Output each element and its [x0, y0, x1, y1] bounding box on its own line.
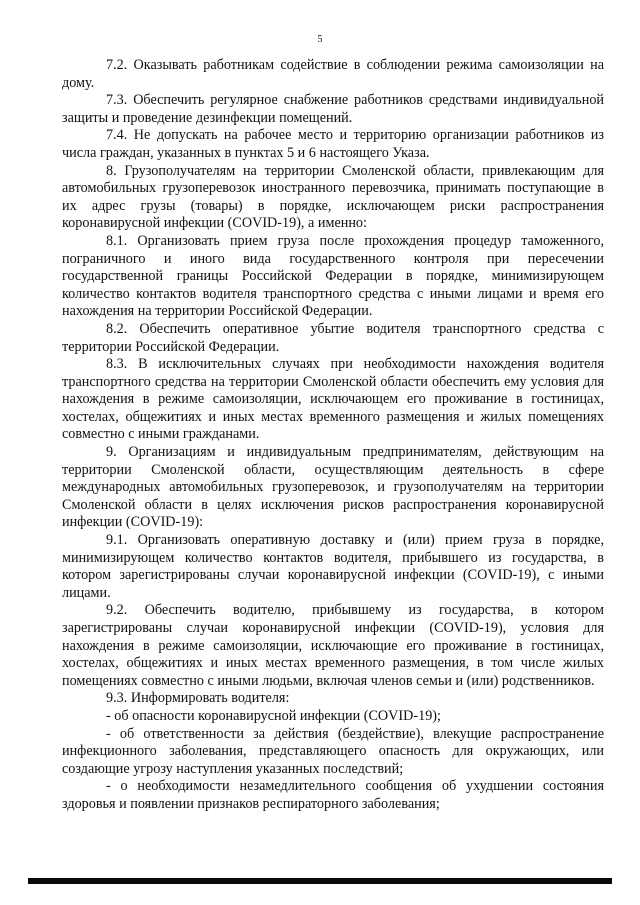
paragraph-9: 9. Организациям и индивидуальным предпринимателям, действующим на территории Смоленской области, осуществляющим деятельность в сфере международных автомобильных грузоперевозок, и грузополучателям на территории Смоленской области в целях исключения рисков распространения коронавирусной инфекции (COVID-19):: [62, 444, 604, 531]
paragraph-9-2: 9.2. Обеспечить водителю, прибывшему из государства, в котором зарегистрированы случаи коронавирусной инфекции (COVID-19), условия для нахождения в режиме самоизоляции, исключающие его проживание в гостиницах, хостелах, общежитиях и иных местах временного размещения, в том числе жилых помещениях совместно с иными людьми, включая членов семьи и (или) родственников.: [62, 602, 604, 689]
paragraph-8-3: 8.3. В исключительных случаях при необходимости нахождения водителя транспортного средства на территории Смоленской области обеспечить ему условия для нахождения в режиме самоизоляции, исключающем его проживание в гостиницах, хостелах, общежитиях и иных местах временного размещения и жилых помещениях совместно с иными гражданами.: [62, 356, 604, 443]
paragraph-7-2: 7.2. Оказывать работникам содействие в соблюдении режима самоизоляции на дому.: [62, 57, 604, 91]
list-item-danger: - об опасности коронавирусной инфекции (COVID-19);: [106, 707, 441, 724]
paragraph-7-3: 7.3. Обеспечить регулярное снабжение работников средствами индивидуальной защиты и проведение дезинфекции помещений.: [62, 92, 604, 126]
paragraph-9-3: 9.3. Информировать водителя:: [106, 690, 290, 707]
paragraph-8: 8. Грузополучателям на территории Смоленской области, привлекающим для автомобильных грузоперевозок иностранного перевозчика, принимать поступающие в их адрес грузы (товары) в порядке, исключающем риски распространения коронавирусной инфекции (COVID-19), а именно:: [62, 162, 604, 232]
paragraph-8-2: 8.2. Обеспечить оперативное убытие водителя транспортного средства с территории Российской Федерации.: [62, 320, 604, 355]
paragraph-8-1: 8.1. Организовать прием груза после прохождения процедур таможенного, пограничного и иного вида государственного контроля при пересечении государственной границы Российской Федерации в порядке, минимизирующем количество контактов водителя транспортного средства с иными лицами и время его нахождения на территории Российской Федерации.: [62, 232, 604, 320]
page-number: 5: [317, 34, 323, 45]
paragraph-7-4: 7.4. Не допускать на рабочее место и территорию организации работников из числа граждан, указанных в пунктах 5 и 6 настоящего Указа.: [62, 127, 604, 161]
bottom-rule: [28, 878, 612, 884]
paragraph-9-1: 9.1. Организовать оперативную доставку и (или) прием груза в порядке, минимизирующем количество контактов водителя, прибывшего из государства, в котором зарегистрированы случаи коронавирусной инфекции (COVID-19), с иными лицами.: [62, 532, 604, 601]
document-body: [62, 57, 604, 814]
list-item-report-health: - о необходимости незамедлительного сообщения об ухудшении состояния здоровья и появлении признаков респираторного заболевания;: [62, 778, 604, 812]
list-item-responsibility: - об ответственности за действия (бездействие), влекущие распространение инфекционного заболевания, представляющего опасность для окружающих, или создающие угрозу наступления указанных последствий;: [62, 725, 604, 777]
